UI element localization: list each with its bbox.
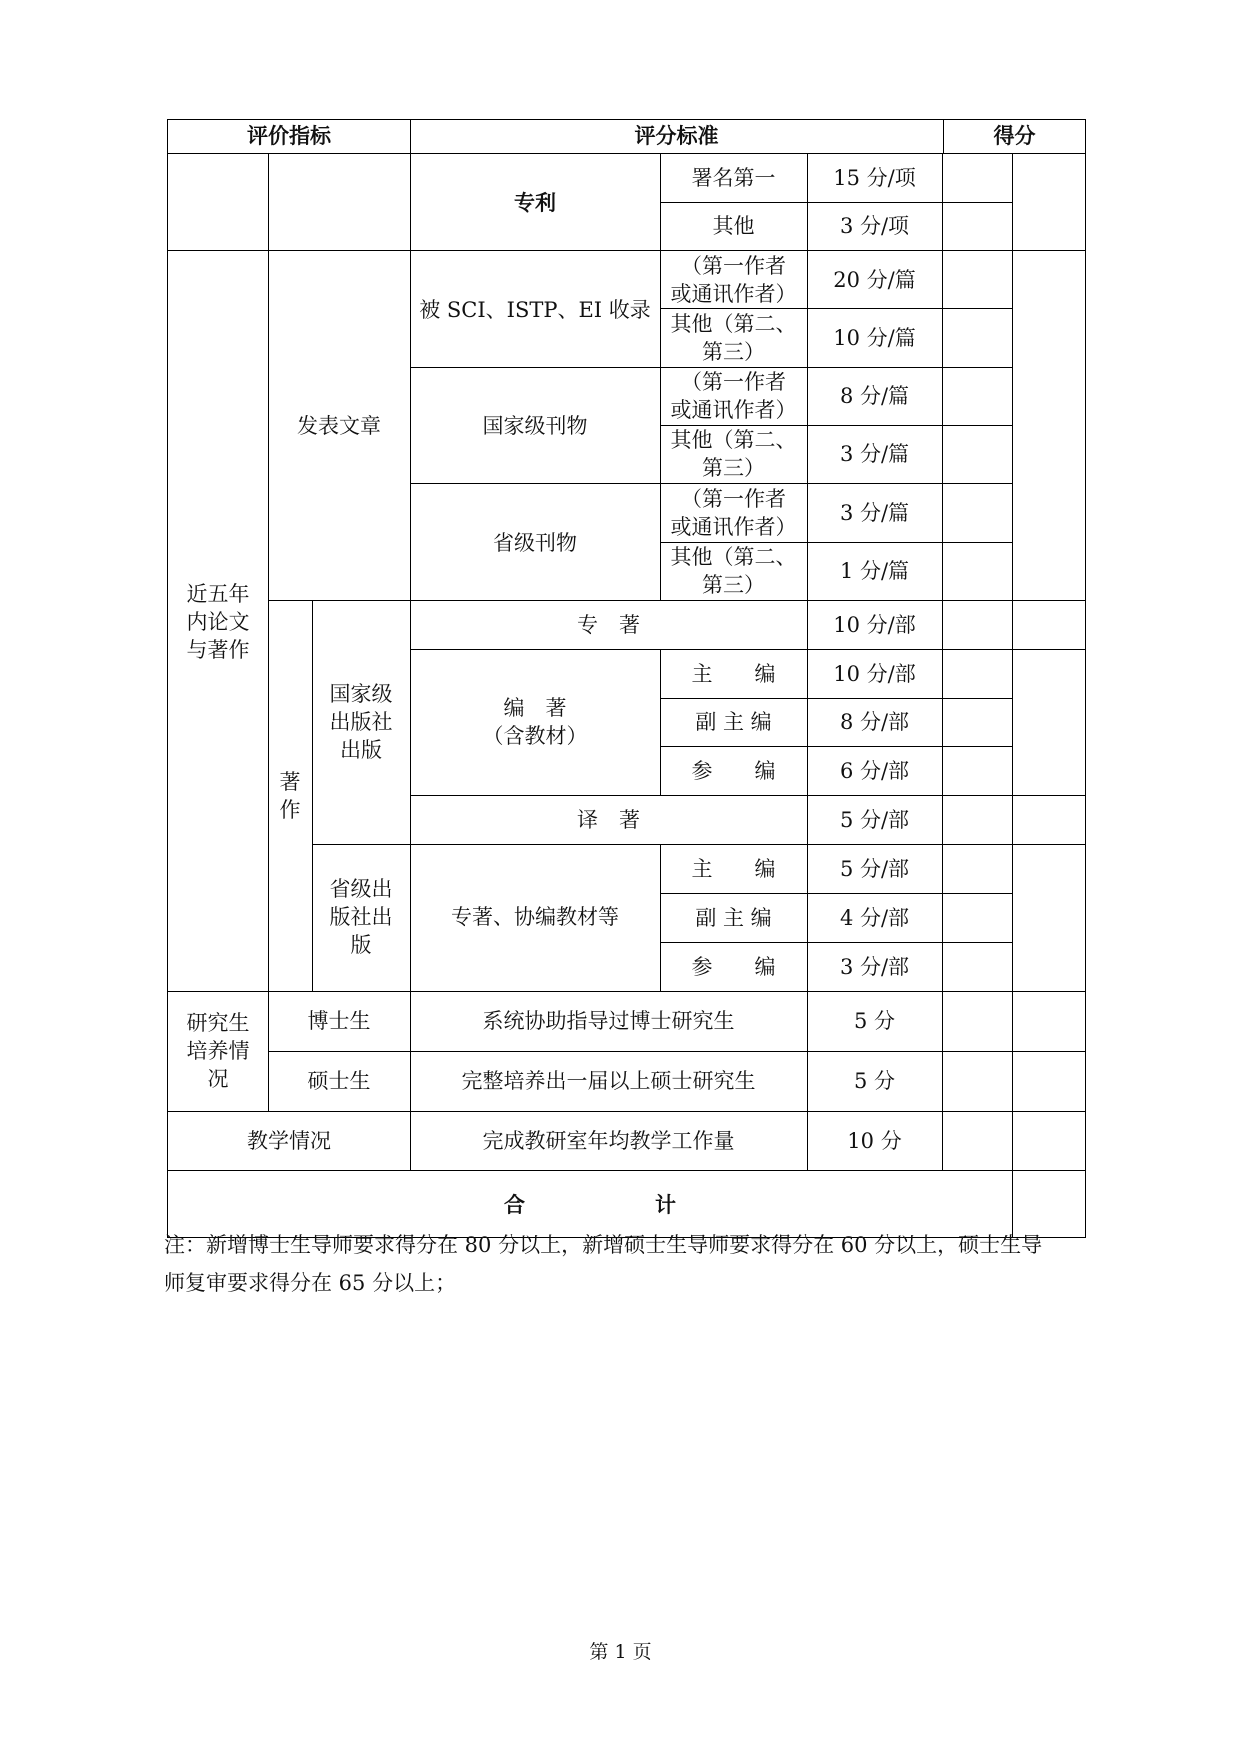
- rule-articles-bottom: [269, 600, 1086, 601]
- patent-criterion: 署名第一: [691, 166, 776, 190]
- publisher-line: 版: [350, 933, 372, 957]
- category-papers-books: [168, 580, 268, 664]
- header-criteria: 评分标准: [634, 123, 719, 148]
- editor-score: 6 分/部: [839, 759, 910, 783]
- provincial-type: 专著、协编教材等: [451, 905, 619, 929]
- teaching-label: 教学情况: [247, 1129, 331, 1153]
- patent-score: 15 分/项: [833, 166, 916, 190]
- criterion-line: 或通讯作者）: [670, 398, 797, 422]
- rule-patent-mid: [660, 202, 1012, 203]
- footnote-line: 注：新增博士生导师要求得分在 80 分以上，新增硕士生导师要求得分在 60 分以上，硕士生导: [164, 1233, 1043, 1257]
- header-index: 评价指标: [247, 123, 331, 148]
- rule-top: [168, 119, 1086, 120]
- total-label: [168, 1191, 1012, 1219]
- monograph-score: 10 分/部: [833, 613, 916, 637]
- graduate-level: 硕士生: [307, 1069, 371, 1093]
- rule-papers-bottom: [168, 991, 1086, 992]
- article-score: 1 分/篇: [839, 559, 910, 583]
- graduate-level: 博士生: [307, 1009, 371, 1033]
- rule-deputy: [660, 746, 1012, 747]
- rule-chief: [660, 698, 1012, 699]
- compiled-line: 编 著: [503, 696, 567, 720]
- articles-label: 发表文章: [297, 414, 381, 438]
- article-score: 8 分/篇: [839, 384, 910, 408]
- editor-score: 8 分/部: [839, 710, 910, 734]
- patent-label: 专利: [514, 190, 556, 215]
- editor-score: 5 分/部: [839, 857, 910, 881]
- category-line: 研究生: [186, 1011, 250, 1035]
- publisher-line: 出版社: [329, 710, 393, 734]
- criterion-line: （第一作者: [681, 254, 786, 278]
- total-label-part: 计: [655, 1192, 676, 1217]
- rule-monograph-bottom: [410, 649, 1086, 650]
- article-score: 3 分/篇: [839, 442, 910, 466]
- category-line: 培养情: [186, 1039, 250, 1063]
- category-line: 与著作: [186, 638, 250, 662]
- rule-score-inner: [1012, 153, 1013, 1238]
- editor-score: 3 分/部: [839, 955, 910, 979]
- journal-group-label: 省级刊物: [493, 531, 577, 555]
- author-criterion: [660, 485, 807, 541]
- rule-e: [942, 153, 943, 1171]
- editor-role: 主 编: [691, 857, 776, 881]
- editor-score: 4 分/部: [839, 906, 910, 930]
- patent-criterion: 其他: [712, 214, 755, 238]
- criterion-line: 其他（第二、: [670, 545, 797, 569]
- criterion-line: 或通讯作者）: [670, 515, 797, 539]
- monograph-label: 专 著: [577, 613, 640, 637]
- author-criterion: [660, 426, 807, 482]
- national-publisher-label: [312, 680, 410, 764]
- journal-group-label: 国家级刊物: [482, 414, 588, 438]
- publisher-line: 版社出: [329, 905, 393, 929]
- rule-phd-bottom: [269, 1051, 1086, 1052]
- criterion-line: 第三）: [702, 340, 765, 364]
- criterion-line: 第三）: [702, 456, 765, 480]
- rule-teaching-bottom: [168, 1170, 1086, 1171]
- editor-role: 参 编: [691, 955, 776, 979]
- journal-group-label: 被 SCI、ISTP、EI 收录: [419, 298, 651, 322]
- publisher-line: 国家级: [329, 682, 393, 706]
- page-number: 第 1 页: [589, 1641, 652, 1663]
- translation-label: 译 著: [577, 808, 640, 832]
- rule-a: [268, 153, 269, 1111]
- editor-role: 主 编: [691, 662, 776, 686]
- footnote-line: 师复审要求得分在 65 分以上；: [164, 1271, 457, 1295]
- author-criterion: [660, 543, 807, 599]
- compiled-label: [410, 694, 660, 750]
- graduate-criterion: 系统协助指导过博士研究生: [482, 1009, 735, 1033]
- books-label-line: 作: [279, 798, 301, 822]
- rule-national-bottom: [312, 844, 1086, 845]
- translation-score: 5 分/部: [839, 808, 910, 832]
- rule-compiled-bottom: [410, 795, 1086, 796]
- rule-p-chief: [660, 893, 1012, 894]
- editor-role: 副 主 编: [695, 906, 772, 930]
- patent-score: 3 分/项: [839, 214, 910, 238]
- category-graduate: [168, 1009, 268, 1093]
- category-line: 近五年: [186, 582, 250, 606]
- publisher-line: 省级出: [329, 877, 393, 901]
- teaching-criterion: 完成教研室年均教学工作量: [482, 1129, 735, 1153]
- author-criterion: [660, 368, 807, 424]
- graduate-score: 5 分: [853, 1009, 896, 1033]
- category-line: 况: [207, 1067, 229, 1091]
- criterion-line: 其他（第二、: [670, 312, 797, 336]
- author-criterion: [660, 252, 807, 308]
- criterion-line: 或通讯作者）: [670, 282, 797, 306]
- header-score: 得分: [993, 123, 1036, 148]
- graduate-criterion: 完整培养出一届以上硕士研究生: [461, 1069, 756, 1093]
- criterion-line: 其他（第二、: [670, 428, 797, 452]
- graduate-score: 5 分: [853, 1069, 896, 1093]
- criterion-line: 第三）: [702, 573, 765, 597]
- editor-role: 副 主 编: [695, 710, 772, 734]
- rule-patent-bottom: [168, 250, 1086, 251]
- article-score: 10 分/篇: [833, 326, 916, 350]
- article-score: 20 分/篇: [833, 268, 916, 292]
- books-label: [268, 768, 312, 824]
- publisher-line: 出版: [340, 738, 382, 762]
- total-label-part: 合: [504, 1192, 525, 1217]
- article-score: 3 分/篇: [839, 501, 910, 525]
- editor-score: 10 分/部: [833, 662, 916, 686]
- books-label-line: 著: [279, 770, 301, 794]
- criterion-line: （第一作者: [681, 370, 786, 394]
- provincial-publisher-label: [312, 875, 410, 959]
- rule-graduate-bottom: [168, 1111, 1086, 1112]
- rule-p-deputy: [660, 942, 1012, 943]
- rule-header-bottom: [168, 153, 1086, 154]
- criterion-line: （第一作者: [681, 487, 786, 511]
- compiled-line: （含教材）: [482, 724, 588, 748]
- category-line: 内论文: [186, 610, 250, 634]
- editor-role: 参 编: [691, 759, 776, 783]
- rule-right: [1085, 119, 1086, 1238]
- author-criterion: [660, 310, 807, 366]
- footnote: [164, 1226, 1084, 1302]
- teaching-score: 10 分: [847, 1129, 902, 1153]
